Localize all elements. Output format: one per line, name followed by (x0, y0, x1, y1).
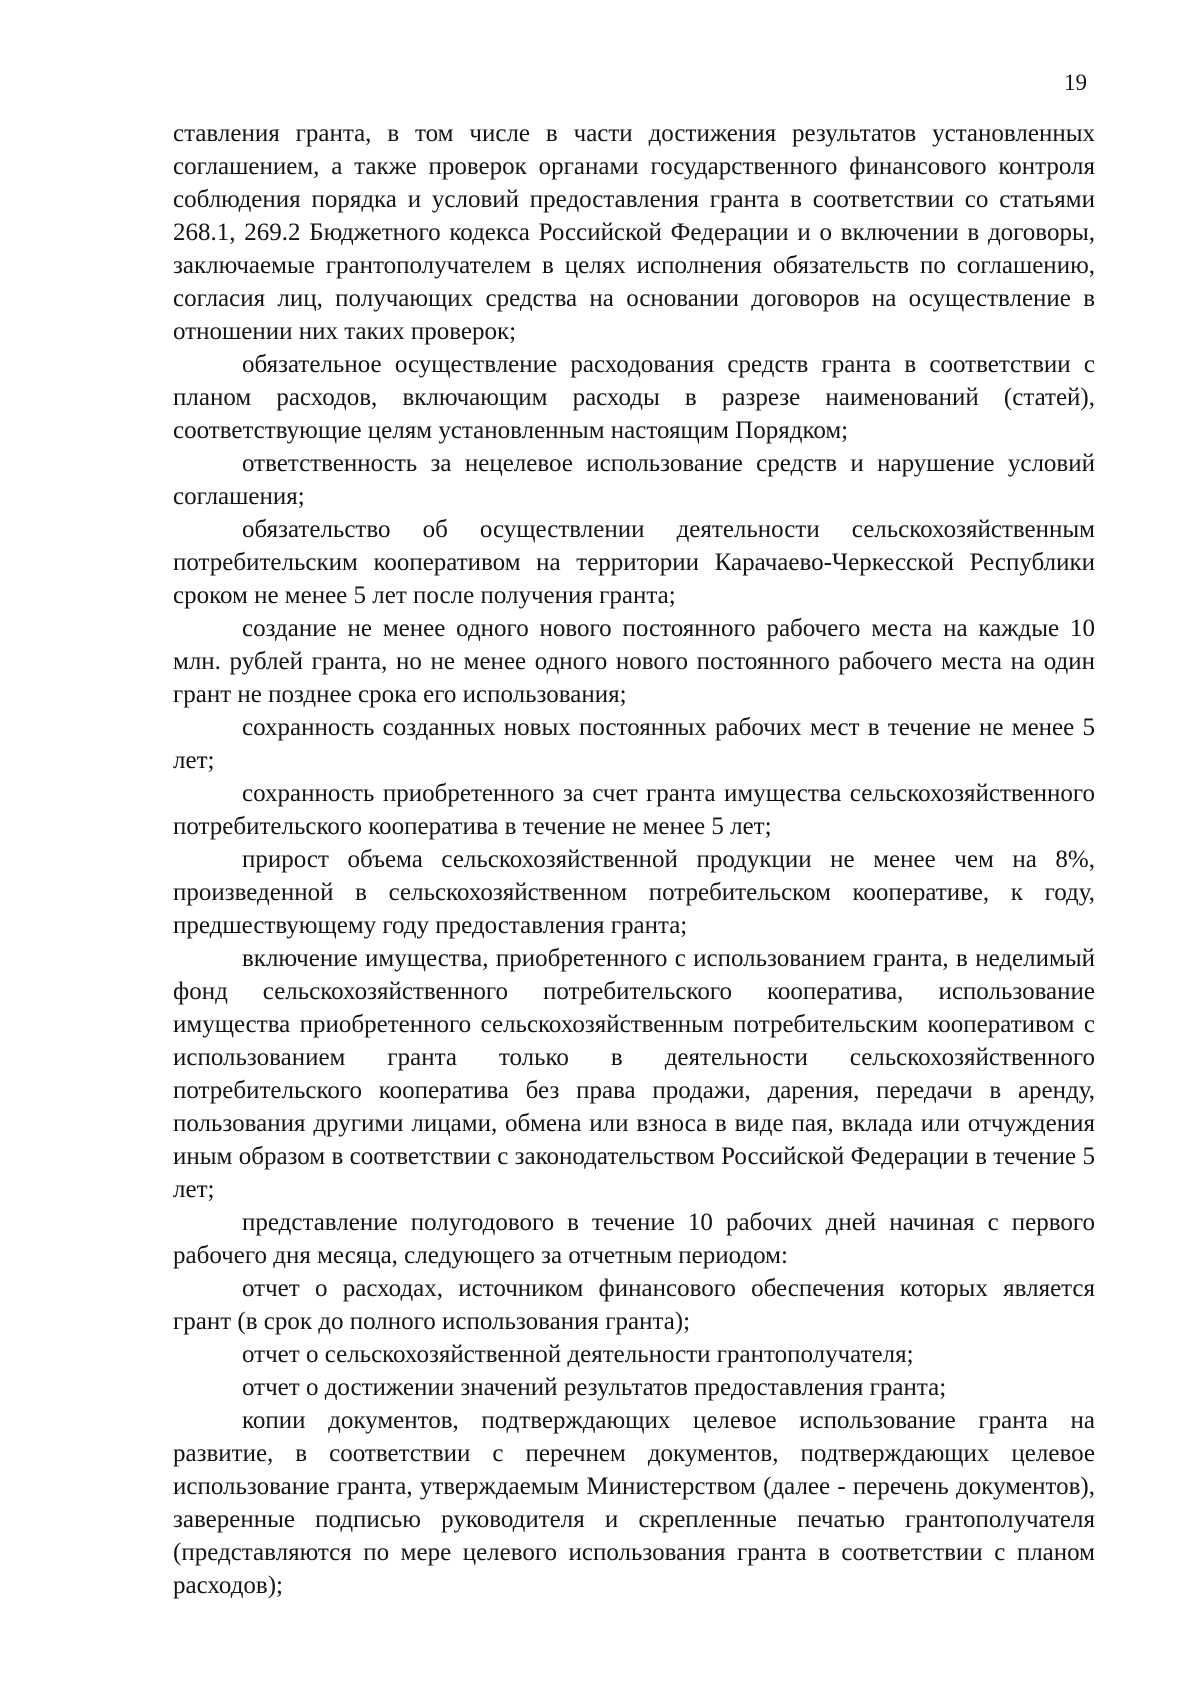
text-body (173, 117, 1095, 1602)
paragraph: представление полугодового в течение 10 рабочих дней начиная с первого рабочего дня месяца, следующего за отчетным периодом: (173, 1209, 1095, 1269)
paragraph: прирост объема сельскохозяйственной продукции не менее чем на 8%, произведенной в сельскохозяйственном потребительском кооперативе, к году, предшествующему году предоставления гранта; (173, 846, 1095, 939)
paragraph: сохранность приобретенного за счет гранта имущества сельскохозяйственного потребительского кооператива в течение не менее 5 лет; (173, 780, 1095, 840)
page-number: 19 (1064, 70, 1087, 95)
paragraph: копии документов, подтверждающих целевое использование гранта на развитие, в соответствии с перечнем документов, подтверждающих целевое использование гранта, утверждаемым Министерством (далее - перечень документов), заверенные подписью руководителя и скрепленные печатью грантополучателя (представляются по мере целевого использования гранта в соответствии с планом расходов); (173, 1407, 1095, 1599)
paragraph: отчет о расходах, источником финансового обеспечения которых является грант (в срок до полного использования гранта); (173, 1275, 1095, 1335)
paragraph: включение имущества, приобретенного с использованием гранта, в неделимый фонд сельскохозяйственного потребительского кооператива, использование имущества приобретенного сельскохозяйственным потребительским кооперативом с использованием гранта только в деятельности сельскохозяйственного потребительского кооператива без права продажи, дарения, передачи в аренду, пользования другими лицами, обмена или взноса в виде пая, вклада или отчуждения иным образом в соответствии с законодательством Российской Федерации в течение 5 лет; (173, 945, 1095, 1203)
paragraph: создание не менее одного нового постоянного рабочего места на каждые 10 млн. рублей гранта, но не менее одного нового постоянного рабочего места на один грант не позднее срока его использования; (173, 615, 1095, 708)
paragraph: ставления гранта, в том числе в части достижения результатов установленных соглашением, а также проверок органами государственного финансового контроля соблюдения порядка и условий предоставления гранта в соответствии со статьями 268.1, 269.2 Бюджетного кодекса Российской Федерации и о включении в договоры, заключаемые грантополучателем в целях исполнения обязательств по соглашению, согласия лиц, получающих средства на основании договоров на осуществление в отношении них таких проверок; (173, 120, 1095, 345)
paragraph: обязательное осуществление расходования средств гранта в соответствии с планом расходов, включающим расходы в разрезе наименований (статей), соответствующие целям установленным настоящим Порядком; (173, 351, 1095, 444)
paragraph: обязательство об осуществлении деятельности сельскохозяйственным потребительским кооперативом на территории Карачаево-Черкесской Республики сроком не менее 5 лет после получения гранта; (173, 516, 1095, 609)
paragraph: ответственность за нецелевое использование средств и нарушение условий соглашения; (173, 450, 1095, 510)
paragraph: отчет о достижении значений результатов предоставления гранта; (242, 1374, 947, 1401)
paragraph: отчет о сельскохозяйственной деятельности грантополучателя; (242, 1341, 914, 1368)
paragraph: сохранность созданных новых постоянных рабочих мест в течение не менее 5 лет; (173, 714, 1095, 774)
